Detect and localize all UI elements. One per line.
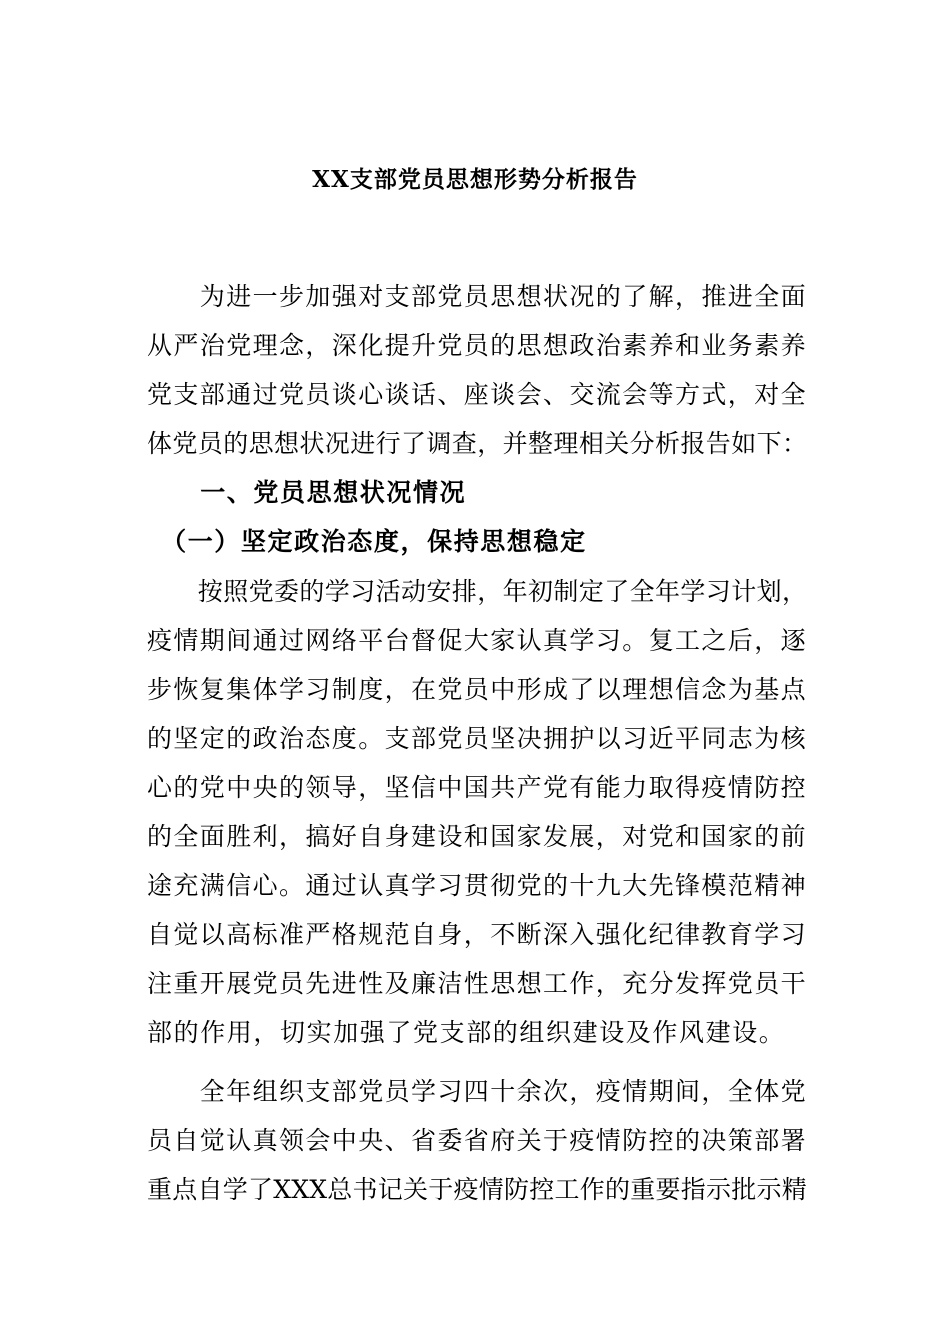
subsection-heading: （一）坚定政治态度，保持思想稳定 bbox=[147, 527, 587, 556]
paragraph-line: 注重开展党员先进性及廉洁性思想工作，充分发挥党员干 bbox=[147, 969, 808, 998]
paragraph-line: 途充满信心。通过认真学习贯彻党的十九大先锋模范精神 bbox=[147, 871, 808, 900]
paragraph-line: 从严治党理念，深化提升党员的思想政治素养和业务素养 bbox=[147, 331, 808, 360]
paragraph-line: 按照党委的学习活动安排，年初制定了全年学习计划， bbox=[147, 577, 808, 606]
paragraph-line: 员自觉认真领会中央、省委省府关于疫情防控的决策部署 bbox=[147, 1126, 808, 1155]
paragraph-line: 自觉以高标准严格规范自身，不断深入强化纪律教育学习 bbox=[147, 920, 808, 949]
paragraph-line: 的坚定的政治态度。支部党员坚决拥护以习近平同志为核 bbox=[147, 724, 808, 753]
paragraph-line: 全年组织支部党员学习四十余次，疫情期间，全体党 bbox=[147, 1077, 808, 1106]
paragraph-line: 体党员的思想状况进行了调查，并整理相关分析报告如下： bbox=[147, 429, 808, 458]
paragraph-line: 心的党中央的领导，坚信中国共产党有能力取得疫情防控 bbox=[147, 773, 808, 802]
paragraph-line: 部的作用，切实加强了党支部的组织建设及作风建设。 bbox=[147, 1018, 786, 1047]
paragraph-line: 重点自学了XXX总书记关于疫情防控工作的重要指示批示精 bbox=[147, 1175, 807, 1204]
paragraph-line: 党支部通过党员谈心谈话、座谈会、交流会等方式，对全 bbox=[147, 380, 808, 409]
paragraph-line: 为进一步加强对支部党员思想状况的了解，推进全面 bbox=[147, 282, 808, 311]
paragraph-line: 步恢复集体学习制度，在党员中形成了以理想信念为基点 bbox=[147, 675, 808, 704]
paragraph-line: 疫情期间通过网络平台督促大家认真学习。复工之后，逐 bbox=[147, 626, 808, 655]
section-heading: 一、党员思想状况情况 bbox=[147, 478, 467, 507]
document-title: XX支部党员思想形势分析报告 bbox=[312, 166, 638, 193]
paragraph-line: 的全面胜利，搞好自身建设和国家发展，对党和国家的前 bbox=[147, 822, 808, 851]
